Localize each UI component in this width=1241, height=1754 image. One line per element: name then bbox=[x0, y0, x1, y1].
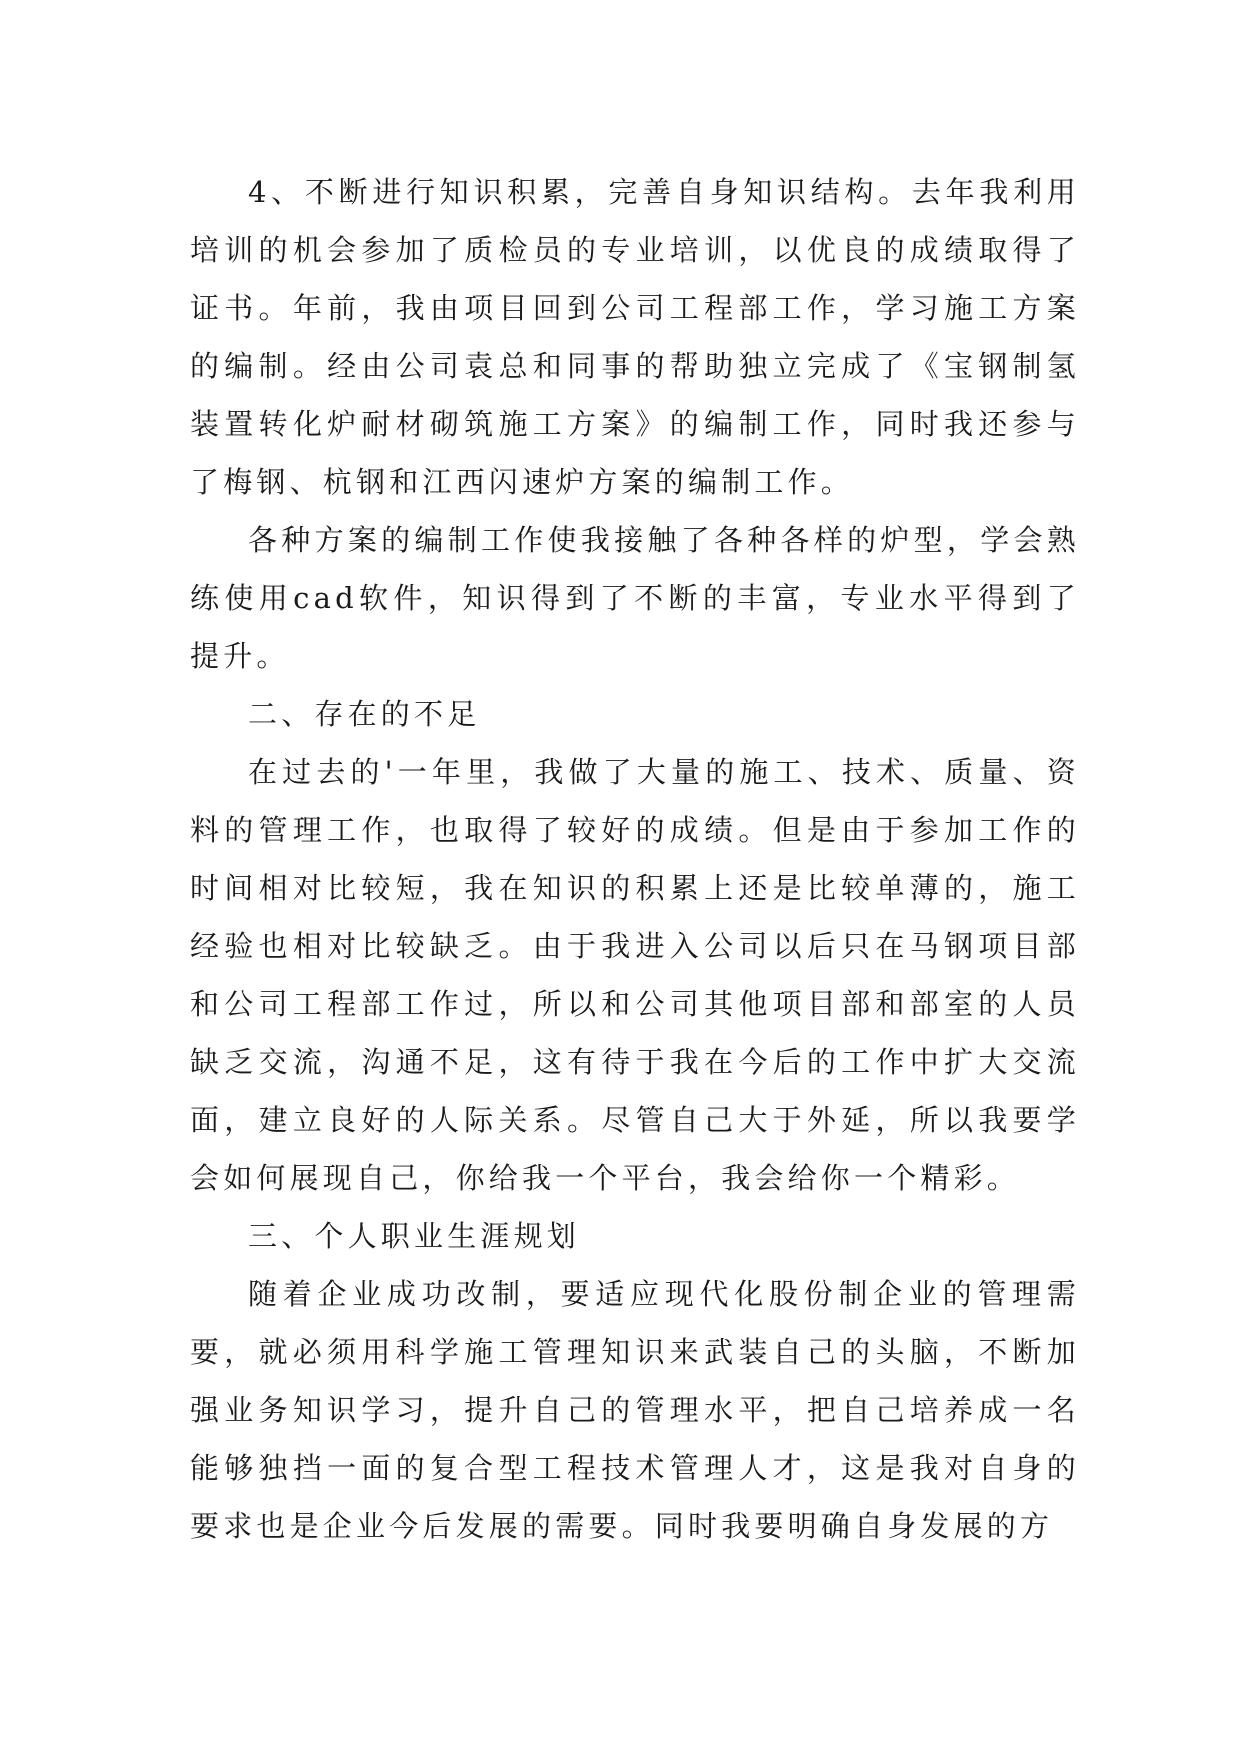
paragraph-knowledge-accumulation: 4、不断进行知识积累，完善自身知识结构。去年我利用培训的机会参加了质检员的专业培训，以优良的成绩取得了证书。年前，我由项目回到公司工程部工作，学习施工方案的编制。经由公司袁总和同事的帮助独立完成了《宝钢制氢装置转化炉耐材砌筑施工方案》的编制工作，同时我还参与了梅钢、杭钢和江西闪速炉方案的编制工作。 bbox=[190, 175, 1080, 499]
paragraph-shortcomings: 在过去的'一年里，我做了大量的施工、技术、质量、资料的管理工作，也取得了较好的成绩。但是由于参加工作的时间相对比较短，我在知识的积累上还是比较单薄的，施工经验也相对比较缺乏。由于我进入公司以后只在马钢项目部和公司工程部工作过，所以和公司其他项目部和部室的人员缺乏交流，沟通不足，这有待于我在今后的工作中扩大交流面，建立良好的人际关系。尽管自己大于外延，所以我要学会如何展现自己，你给我一个平台，我会给你一个精彩。 bbox=[190, 755, 1080, 1195]
document-body bbox=[190, 163, 1080, 1555]
paragraph-career-plan: 随着企业成功改制，要适应现代化股份制企业的管理需要，就必须用科学施工管理知识来武装自己的头脑，不断加强业务知识学习，提升自己的管理水平，把自己培养成一名能够独挡一面的复合型工程技术管理人才，这是我对自身的要求也是企业今后发展的需要。同时我要明确自身发展的方 bbox=[190, 1277, 1080, 1543]
section-heading-career-plan: 三、个人职业生涯规划 bbox=[248, 1219, 581, 1253]
section-heading-shortcomings: 二、存在的不足 bbox=[248, 697, 481, 731]
paragraph-plan-experience: 各种方案的编制工作使我接触了各种各样的炉型，学会熟练使用cad软件，知识得到了不断的丰富，专业水平得到了提升。 bbox=[190, 523, 1080, 673]
